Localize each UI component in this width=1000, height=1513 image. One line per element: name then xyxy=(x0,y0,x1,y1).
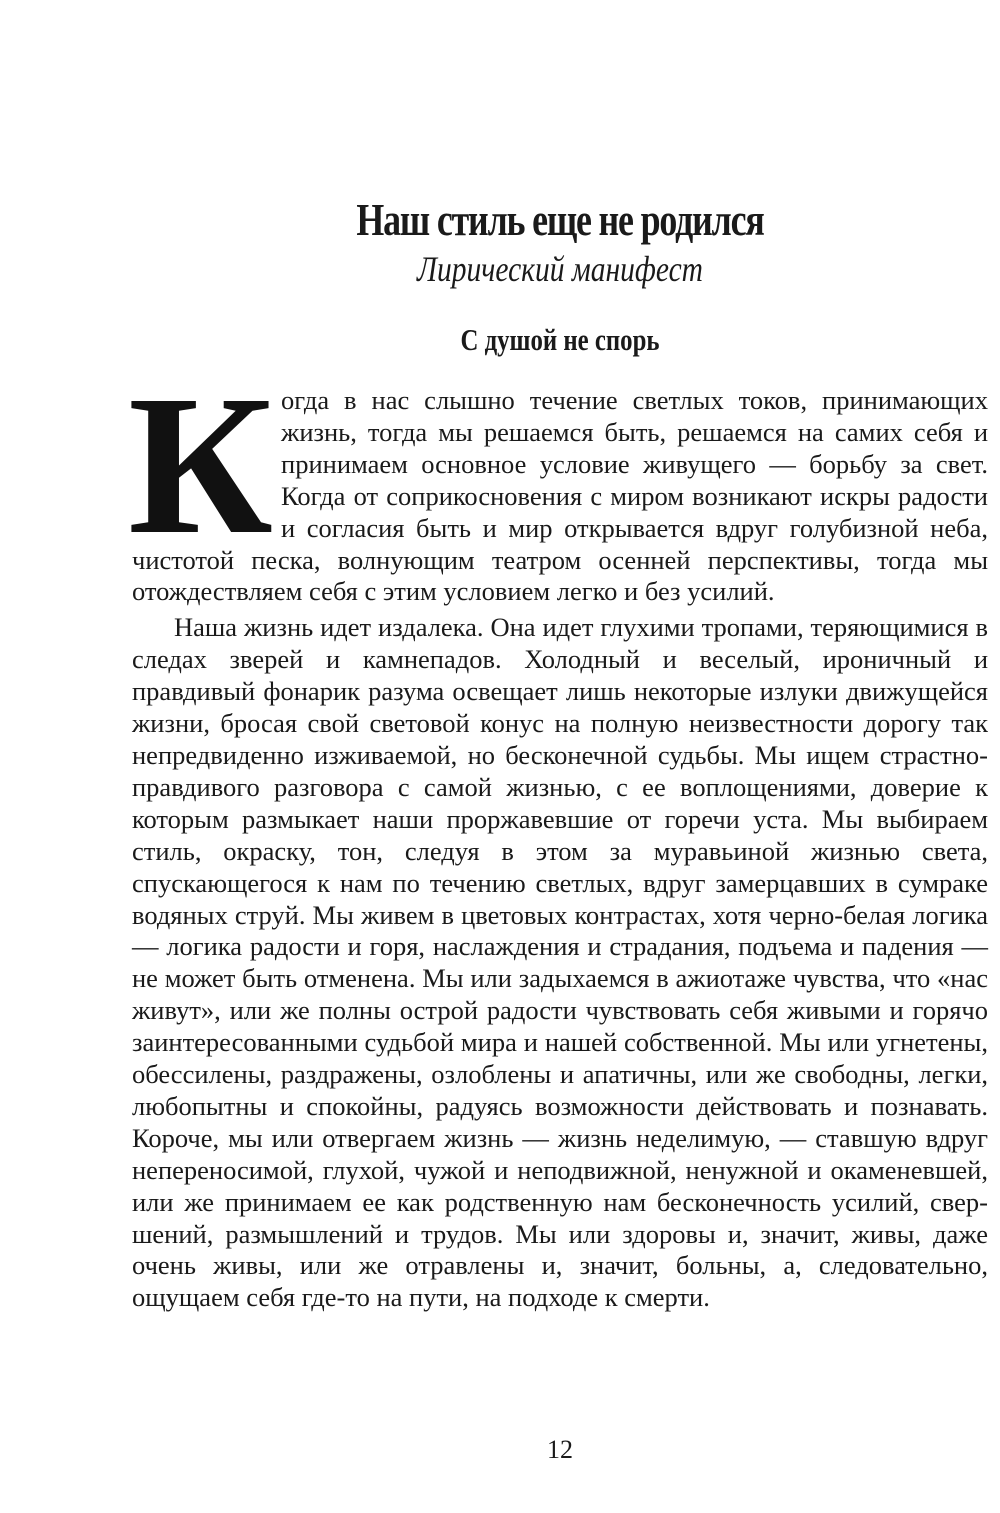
section-title: С душой не спорь xyxy=(460,322,660,357)
body-text xyxy=(128,355,988,1314)
paragraph-1 xyxy=(128,355,988,608)
paragraph-2: Наша жизнь идет издалека. Она идет глухими тропами, теряющимися в следах зверей и камнепадов. Холодный и веселый, ироничный и правдивый фонарик разума освещает лишь некоторые излуки движущейся жизни, бросая свой световой конус на полную неизвестности дорогу так непредвиденно изживаемой, но бесконечной судьбы. Мы ищем страстно-правдивого разговора с самой жизнью, с ее воплощениями, доверие к которым размыкает наши проржавевшие от горечи уста. Мы выбираем стиль, окраску, тон, следуя в этом за муравьиной жизнью света, спускающегося к нам по течению светлых, вдруг замерцавших в сумраке водяных струй. Мы живем в цветовых контрастах, хотя черно-белая логика — логика радости и горя, наслаждения и страдания, подъема и падения — не может быть отменена. Мы или задыхаемся в ажиотаже чувства, что «нас живут», или же полны острой радости чувствовать себя живыми и горячо заинтересованными судьбой мира и нашей собственной. Мы или угнетены, обессилены, раздражены, озлоблены и апатичны, или же свободны, легки, любопытны и спокойны, радуясь возможности действовать и познавать. Короче, мы или отвергаем жизнь — жизнь неделимую, — ставшую вдруг непереносимой, глухой, чужой и неподвижной, ненужной и окаменевшей, или же принимаем ее как родственную нам бесконечность усилий, свершений, размышлений и трудов. Мы или здоровы и, значит, живы, даже очень живы, или же отравлены и, значит, больны, а, следовательно, ощущаем себя где-то на пути, на подходе к смерти. xyxy=(132,612,988,1313)
chapter-subtitle: Лирический манифест xyxy=(417,249,703,289)
chapter-title: Наш стиль еще не родился xyxy=(356,194,764,245)
page-number: 12 xyxy=(547,1435,573,1464)
paragraph-1-text: огда в нас слышно течение светлых токов, принимающих жизнь, тогда мы решаемся быть, решаемся на самих себя и принимаем основное условие живущего — борьбу за свет. Когда от соприкосновения с миром возникают искры радости и согласия быть и мир открывается вдруг голубизной неба, чистотой песка, волнующим театром осенней перспективы, тогда мы отождествляем себя с этим условием легко и без усилий. xyxy=(132,385,988,607)
drop-cap: К xyxy=(128,355,274,576)
